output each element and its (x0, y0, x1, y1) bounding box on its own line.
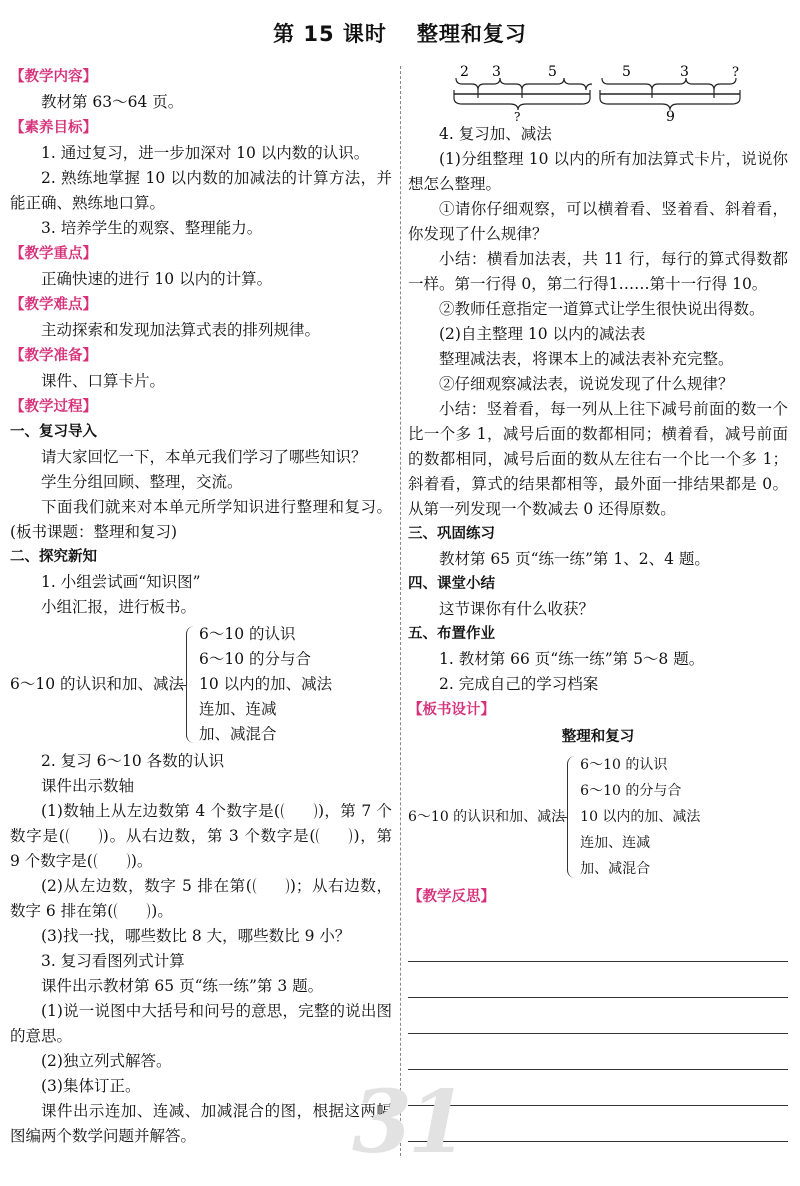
diagram-label: 5 (548, 64, 557, 80)
tree-branch: 6～10 的分与合 (199, 650, 312, 668)
diagram-label: ? (514, 110, 521, 122)
diagram-right (600, 78, 740, 110)
right-para-9: 小结：竖着看，每一列从上往下减号前面的数一个比一个多 1，减号后面的数都相同；横着看，减号前面的数都相同，减号后面的数从左往右一个比一个多 1；斜着看，算式的结果都相等，最外面一排结果都是 0。从第一列发现一个数减去 0 还得原数。 (408, 400, 788, 518)
question-1: (1)数轴上从左边数第 4 个数字是( )，第 7 个数字是( )。从右边数，第 3 个数字是( )，第 9 个数字是( )。 (10, 802, 392, 870)
section-2-para-8: (2)独立列式解答。 (41, 1052, 172, 1070)
writing-line (408, 962, 788, 998)
board-title: 整理和复习 (561, 729, 635, 745)
writing-line (408, 1034, 788, 1070)
section-2-para-10: 课件出示连加、连减、加减混合的图，根据这两幅图编两个数学问题并解答。 (10, 1102, 392, 1145)
section-5-para-1: 1. 教材第 66 页“练一练”第 5～8 题。 (439, 650, 705, 668)
lesson-number: 第 15 课时 (273, 22, 387, 46)
goal-3: 3. 培养学生的观察、整理能力。 (41, 219, 263, 237)
process-tag: 【教学过程】 (10, 399, 97, 415)
right-column (408, 64, 788, 1142)
right-para-6: (2)自主整理 10 以内的减法表 (439, 325, 646, 343)
hard-text: 主动探索和发现加法算式表的排列规律。 (41, 321, 321, 339)
page-title (0, 22, 800, 47)
goal-2: 2. 熟练地掌握 10 以内数的加减法的计算方法，并能正确、熟练地口算。 (10, 169, 392, 212)
section-3-para: 教材第 65 页“练一练”第 1、2、4 题。 (439, 550, 710, 568)
prep-tag: 【教学准备】 (10, 348, 97, 364)
tree-branch: 6～10 的认识 (199, 625, 296, 643)
tree-branch: 加、减混合 (580, 861, 651, 877)
section-2-para-2: 小组汇报，进行板书。 (41, 598, 197, 616)
tree-branch: 10 以内的加、减法 (580, 809, 701, 825)
left-column (10, 64, 392, 1149)
writing-line (408, 998, 788, 1034)
page-number: 31 (352, 1072, 464, 1173)
tree-branch: 6～10 的认识 (580, 757, 668, 773)
section-2-para-4: 课件出示数轴 (41, 777, 135, 795)
right-para-5: ②教师任意指定一道算式让学生很快说出得数。 (439, 300, 765, 318)
writing-line (408, 1106, 788, 1142)
knowledge-tree-root: 6～10 的认识和加、减法 (10, 675, 185, 693)
section-2-para-3: 2. 复习 6～10 各数的认识 (41, 752, 225, 770)
section-2-para-7: (1)说一说图中大括号和问号的意思，完整的说出图的意思。 (10, 1002, 392, 1045)
tree-brace (186, 626, 195, 743)
key-text: 正确快速的进行 10 以内的计算。 (41, 270, 273, 288)
tree-branch: 6～10 的分与合 (580, 783, 682, 799)
diagram-left (454, 78, 592, 110)
section-2-heading: 二、探究新知 (10, 549, 97, 565)
section-2-para-9: (3)集体订正。 (41, 1077, 141, 1095)
reflect-tag: 【教学反思】 (408, 889, 495, 905)
writing-line (408, 1070, 788, 1106)
section-4-para: 这节课你有什么收获？ (439, 600, 595, 618)
board-tree-brace (567, 756, 576, 878)
section-3-heading: 三、巩固练习 (408, 526, 495, 542)
section-2-para-1: 1. 小组尝试画“知识图” (41, 573, 201, 591)
right-para-2: (1)分组整理 10 以内的所有加法算式卡片，说说你想怎么整理。 (408, 150, 788, 193)
writing-line (408, 926, 788, 962)
question-3: (3)找一找，哪些数比 8 大，哪些数比 9 小？ (41, 927, 351, 945)
question-2: (2)从左边数，数字 5 排在第( )；从右边数，数字 6 排在第( )。 (10, 877, 392, 920)
knowledge-tree-branches (199, 622, 332, 747)
right-para-1: 4. 复习加、减法 (439, 125, 552, 143)
content-text: 教材第 63～64 页。 (41, 93, 184, 111)
brace-diagrams (448, 64, 748, 122)
board-tree-branches (580, 752, 700, 882)
diagram-label: 2 (460, 64, 469, 80)
section-5-heading: 五、布置作业 (408, 626, 495, 642)
content-tag: 【教学内容】 (10, 69, 97, 85)
board-tree-root: 6～10 的认识和加、减法 (408, 809, 566, 825)
section-1-para-1: 请大家回忆一下，本单元我们学习了哪些知识？ (41, 448, 367, 466)
goals-tag: 【素养目标】 (10, 120, 97, 136)
right-para-8: ②仔细观察减法表，说说发现了什么规律？ (439, 375, 734, 393)
tree-branch: 连加、连减 (580, 835, 651, 851)
hard-tag: 【教学难点】 (10, 297, 97, 313)
tree-branch: 加、减混合 (199, 725, 277, 743)
section-1-para-2: 学生分组回顾、整理，交流。 (41, 473, 243, 491)
tree-branch: 10 以内的加、减法 (199, 675, 333, 693)
section-5-para-2: 2. 完成自己的学习档案 (439, 675, 599, 693)
section-4-heading: 四、课堂小结 (408, 576, 495, 592)
section-2-para-6: 课件出示教材第 65 页“练一练”第 3 题。 (41, 977, 324, 995)
right-para-7: 整理减法表，将课本上的减法表补充完整。 (439, 350, 734, 368)
prep-text: 课件、口算卡片。 (41, 372, 166, 390)
diagram-label: 9 (666, 109, 675, 122)
diagram-label: 5 (622, 64, 631, 80)
column-divider (400, 66, 401, 1156)
section-1-heading: 一、复习导入 (10, 424, 97, 440)
board-tag: 【板书设计】 (408, 702, 495, 718)
knowledge-tree (10, 622, 392, 747)
right-para-4: 小结：横看加法表，共 11 行，每行的算式得数都一样。第一行得 0，第二行得1……第十一行得 10。 (408, 250, 788, 293)
section-2-para-5: 3. 复习看图列式计算 (41, 952, 185, 970)
right-para-3: ①请你仔细观察，可以横着看、竖着看、斜着看，你发现了什么规律？ (408, 200, 788, 243)
board-tree (408, 752, 788, 882)
reflection-lines (408, 926, 788, 1142)
diagram-label: ? (732, 65, 739, 80)
goal-1: 1. 通过复习，进一步加深对 10 以内数的认识。 (41, 144, 370, 162)
lesson-topic: 整理和复习 (416, 22, 527, 46)
section-1-para-3: 下面我们就来对本单元所学知识进行整理和复习。(板书课题：整理和复习) (10, 498, 392, 541)
diagram-label: 3 (680, 64, 689, 80)
tree-branch: 连加、连减 (199, 700, 277, 718)
key-tag: 【教学重点】 (10, 246, 97, 262)
diagram-label: 3 (492, 64, 501, 80)
diagram-bottom-brace (454, 98, 590, 110)
